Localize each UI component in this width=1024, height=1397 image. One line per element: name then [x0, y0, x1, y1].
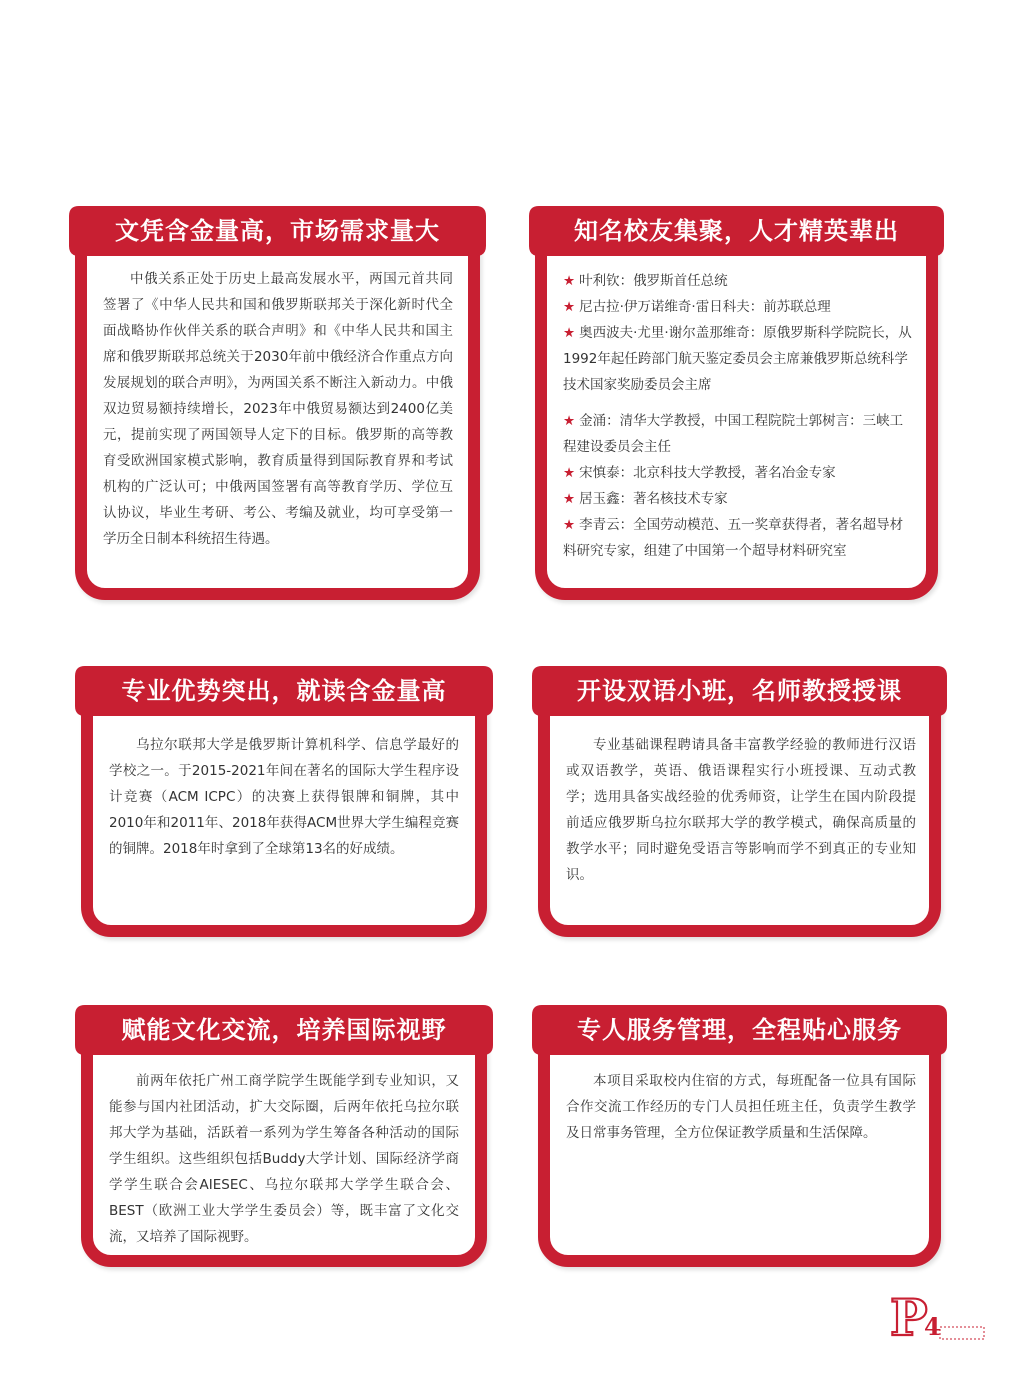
list-item	[563, 486, 913, 512]
page-marker-box	[940, 1327, 984, 1339]
section-title: 专业优势突出，就读含金量高	[121, 677, 447, 705]
section-banner-major-advantage	[71, 662, 497, 720]
alumni-entry: 奥西波夫·尤里·谢尔盖那维奇：原俄罗斯科学院院长，从1992年起任跨部门航天鉴定委员会主席兼俄罗斯总统科学技术国家奖励委员会主席	[563, 325, 912, 393]
section-banner-culture-exchange	[71, 1001, 497, 1059]
section-paragraph: 乌拉尔联邦大学是俄罗斯计算机科学、信息学最好的学校之一。于2015-2021年间在著名的国际大学生程序设计竞赛（ACM ICPC）的决赛上获得银牌和铜牌，其中2010年和2011年、2018年获得ACM世界大学生编程竞赛的铜牌。2018年时拿到了全球第13名的好成绩。	[109, 737, 459, 857]
alumni-entry: 宋慎泰：北京科技大学教授，著名冶金专家	[579, 465, 836, 481]
section-body	[566, 1068, 916, 1146]
section-body	[103, 266, 453, 552]
page-number-marker	[888, 1293, 988, 1343]
star-icon: ★	[563, 325, 576, 341]
section-paragraph: 本项目采取校内住宿的方式，每班配备一位具有国际合作交流工作经历的专门人员担任班主任，负责学生教学及日常事务管理，全方位保证教学质量和生活保障。	[566, 1073, 916, 1141]
alumni-entry: 尼古拉·伊万诺维奇·雷日科夫：前苏联总理	[579, 299, 831, 315]
section-title: 文凭含金量高，市场需求量大	[115, 217, 440, 245]
star-icon: ★	[563, 517, 576, 533]
list-item	[563, 460, 913, 486]
section-paragraph: 专业基础课程聘请具备丰富教学经验的教师进行汉语或双语教学，英语、俄语课程实行小班授课、互动式教学；选用具备实战经验的优秀师资，让学生在国内阶段提前适应俄罗斯乌拉尔联邦大学的教学模式，确保高质量的教学水平；同时避免受语言等影响而学不到真正的专业知识。	[566, 737, 916, 883]
list-item	[563, 512, 913, 564]
alumni-list	[563, 268, 913, 564]
section-body	[566, 732, 916, 888]
star-icon: ★	[563, 273, 576, 289]
section-title: 专人服务管理，全程贴心服务	[577, 1016, 902, 1044]
alumni-entry: 金涌：清华大学教授，中国工程院院士郭树言：三峡工程建设委员会主任	[563, 413, 904, 455]
section-paragraph: 前两年依托广州工商学院学生既能学到专业知识，又能参与国内社团活动，扩大交际圈，后两年依托乌拉尔联邦大学为基础，活跃着一系列为学生筹备各种活动的国际学生组织。这些组织包括Buddy大学计划、国际经济学商学学生联合会AIESEC、乌拉尔联邦大学学生联合会、BEST（欧洲工业大学学生委员会）等，既丰富了文化交流，又培养了国际视野。	[109, 1073, 459, 1245]
star-icon: ★	[563, 299, 576, 315]
alumni-entry: 居玉鑫：著名核技术专家	[579, 491, 728, 507]
section-title: 开设双语小班，名师教授授课	[577, 677, 902, 705]
page-number: 4	[924, 1312, 941, 1341]
star-icon: ★	[563, 413, 576, 429]
page-marker-graphic	[888, 1293, 988, 1343]
section-banner-degree-value	[65, 202, 490, 260]
star-icon: ★	[563, 465, 576, 481]
section-banner-bilingual	[528, 662, 951, 720]
alumni-entry: 李青云：全国劳动模范、五一奖章获得者，著名超导材料研究专家，组建了中国第一个超导材料研究室	[563, 517, 904, 559]
page-letter: P	[890, 1293, 928, 1343]
section-banner-alumni	[525, 202, 948, 260]
section-title: 赋能文化交流，培养国际视野	[121, 1016, 447, 1044]
list-item	[563, 294, 913, 320]
section-paragraph: 中俄关系正处于历史上最高发展水平，两国元首共同签署了《中华人民共和国和俄罗斯联邦关于深化新时代全面战略协作伙伴关系的联合声明》和《中华人民共和国主席和俄罗斯联邦总统关于2030年前中俄经济合作重点方向发展规划的联合声明》，为两国关系不断注入新动力。中俄双边贸易额持续增长，2023年中俄贸易额达到2400亿美元，提前实现了两国领导人定下的目标。俄罗斯的高等教育受欧洲国家模式影响，教育质量得到国际教育界和考试机构的广泛认可；中俄两国签署有高等教育学历、学位互认协议，毕业生考研、考公、考编及就业，均可享受第一学历全日制本科统招生待遇。	[103, 271, 453, 547]
list-item	[563, 320, 913, 398]
list-item	[563, 268, 913, 294]
section-body	[109, 1068, 459, 1250]
section-title: 知名校友集聚，人才精英辈出	[574, 217, 899, 245]
list-item	[563, 408, 913, 460]
section-banner-dedicated-service	[528, 1001, 951, 1059]
star-icon: ★	[563, 491, 576, 507]
section-body	[109, 732, 459, 862]
alumni-entry: 叶利钦：俄罗斯首任总统	[579, 273, 728, 289]
